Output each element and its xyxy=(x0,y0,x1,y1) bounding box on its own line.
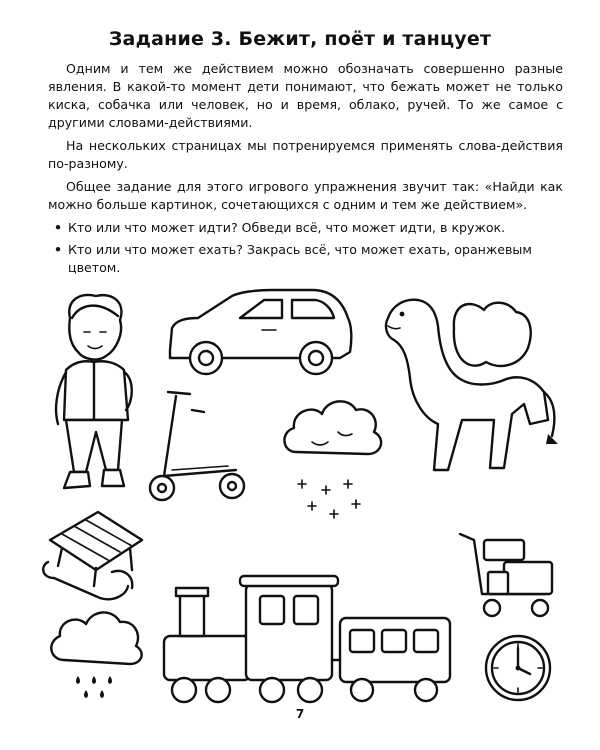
snow-cloud-picture[interactable] xyxy=(284,401,381,518)
rain-cloud-picture[interactable] xyxy=(51,612,141,698)
paragraph-1: Одним и тем же действием можно обозначать совершенно разные явления. В какой-то момент дети понимают, что бежать может не только киска, собачка или человек, но и время, облако, ручей. То же самое с другими словами-действиями. xyxy=(48,61,563,130)
task-walk: • Кто или что может идти? Обведи всё, что может идти, в кружок. xyxy=(48,219,563,237)
camel-picture[interactable] xyxy=(386,300,558,470)
scooter-picture[interactable] xyxy=(150,392,244,500)
paragraph-3: Общее задание для этого игрового упражнения звучит так: «Найди как можно больше картинок, сочетающихся с одним и тем же действием». xyxy=(48,179,563,212)
clock-picture[interactable] xyxy=(486,636,550,700)
page-title: Задание 3. Бежит, поёт и танцует xyxy=(108,28,492,50)
sled-picture[interactable] xyxy=(43,512,142,599)
page-number: 7 xyxy=(295,707,305,721)
car-picture[interactable] xyxy=(170,290,351,374)
boy-picture[interactable] xyxy=(56,295,132,488)
luggage-cart-picture[interactable] xyxy=(460,534,552,616)
paragraph-2: На нескольких страницах мы потренируемся применять слова-действия по-разному. xyxy=(48,138,563,171)
train-picture[interactable] xyxy=(164,576,450,702)
task-ride: • Кто или что может ехать? Закрась всё, что может ехать, оранжевым цветом. xyxy=(48,241,563,277)
